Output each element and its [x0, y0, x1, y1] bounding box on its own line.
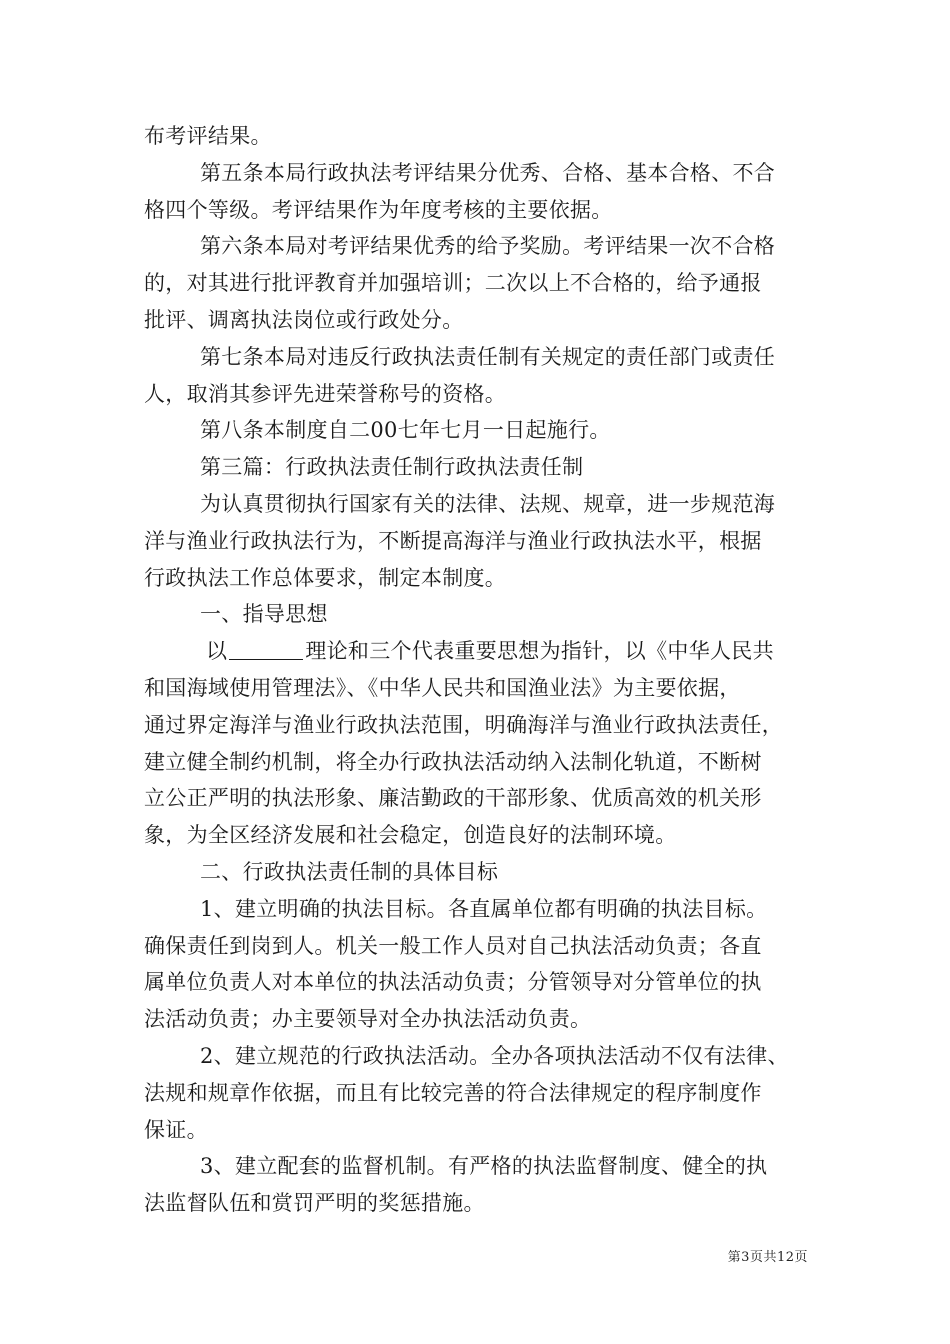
article-eight: 第八条本制度自二00七年七月一日起施行。: [200, 418, 611, 443]
goal-two: 2、建立规范的行政执法活动。全办各项执法活动不仅有法律、: [200, 1043, 789, 1068]
section-title: 第三篇：行政执法责任制行政执法责任制: [200, 455, 584, 480]
paragraph-line: 的，对其进行批评教育并加强培训；二次以上不合格的，给予通报: [144, 271, 762, 296]
redacted-blank: [229, 639, 303, 660]
document-body: [144, 118, 816, 1222]
paragraph-line: 批评、调离执法岗位或行政处分。: [144, 307, 464, 332]
article-five: 第五条本局行政执法考评结果分优秀、合格、基本合格、不合: [200, 160, 776, 185]
paragraph-line: 属单位负责人对本单位的执法活动负责；分管领导对分管单位的执: [144, 970, 762, 995]
paragraph-line: 象，为全区经济发展和社会稳定，创造良好的法制环境。: [144, 823, 677, 848]
paragraph-line: 洋与渔业行政执法行为，不断提高海洋与渔业行政执法水平，根据: [144, 528, 762, 553]
paragraph-line: 法监督队伍和赏罚严明的奖惩措施。: [144, 1191, 485, 1216]
heading-guiding-thought: 一、指导思想: [200, 602, 328, 627]
heading-specific-goals: 二、行政执法责任制的具体目标: [200, 859, 499, 884]
paragraph-line: 建立健全制约机制，将全办行政执法活动纳入法制化轨道，不断树: [144, 749, 762, 774]
paragraph-line: 法活动负责；办主要领导对全办执法活动负责。: [144, 1007, 592, 1032]
paragraph-line: 法规和规章作依据，而且有比较完善的符合法律规定的程序制度作: [144, 1080, 762, 1105]
paragraph-line: 人，取消其参评先进荣誉称号的资格。: [144, 381, 507, 406]
article-six: 第六条本局对考评结果优秀的给予奖励。考评结果一次不合格: [200, 234, 776, 259]
paragraph-line: 立公正严明的执法形象、廉洁勤政的干部形象、优质高效的机关形: [144, 786, 762, 811]
goal-three: 3、建立配套的监督机制。有严格的执法监督制度、健全的执: [200, 1154, 768, 1179]
intro-paragraph: 为认真贯彻执行国家有关的法律、法规、规章，进一步规范海: [200, 491, 776, 516]
paragraph-line: 确保责任到岗到人。机关一般工作人员对自己执法活动负责；各直: [144, 933, 762, 958]
article-seven: 第七条本局对违反行政执法责任制有关规定的责任部门或责任: [200, 344, 776, 369]
guiding-line-text: 理论和三个代表重要思想为指针，以《中华人民共: [305, 639, 774, 664]
paragraph-line: 格四个等级。考评结果作为年度考核的主要依据。: [144, 197, 613, 222]
guiding-lead-word: 以: [206, 639, 228, 664]
goal-one: 1、建立明确的执法目标。各直属单位都有明确的执法目标。: [200, 896, 768, 921]
paragraph-line: 保证。: [144, 1117, 208, 1142]
paragraph-line: 行政执法工作总体要求，制定本制度。: [144, 565, 507, 590]
paragraph-line: 和国海域使用管理法》、《中华人民共和国渔业法》为主要依据，: [144, 675, 741, 700]
paragraph-line: 通过界定海洋与渔业行政执法范围，明确海洋与渔业行政执法责任，: [144, 712, 783, 737]
guiding-paragraph-first-line: [144, 633, 816, 670]
paragraph-line: 布考评结果。: [144, 124, 272, 148]
page-number: 第3页共12页: [727, 1250, 808, 1265]
